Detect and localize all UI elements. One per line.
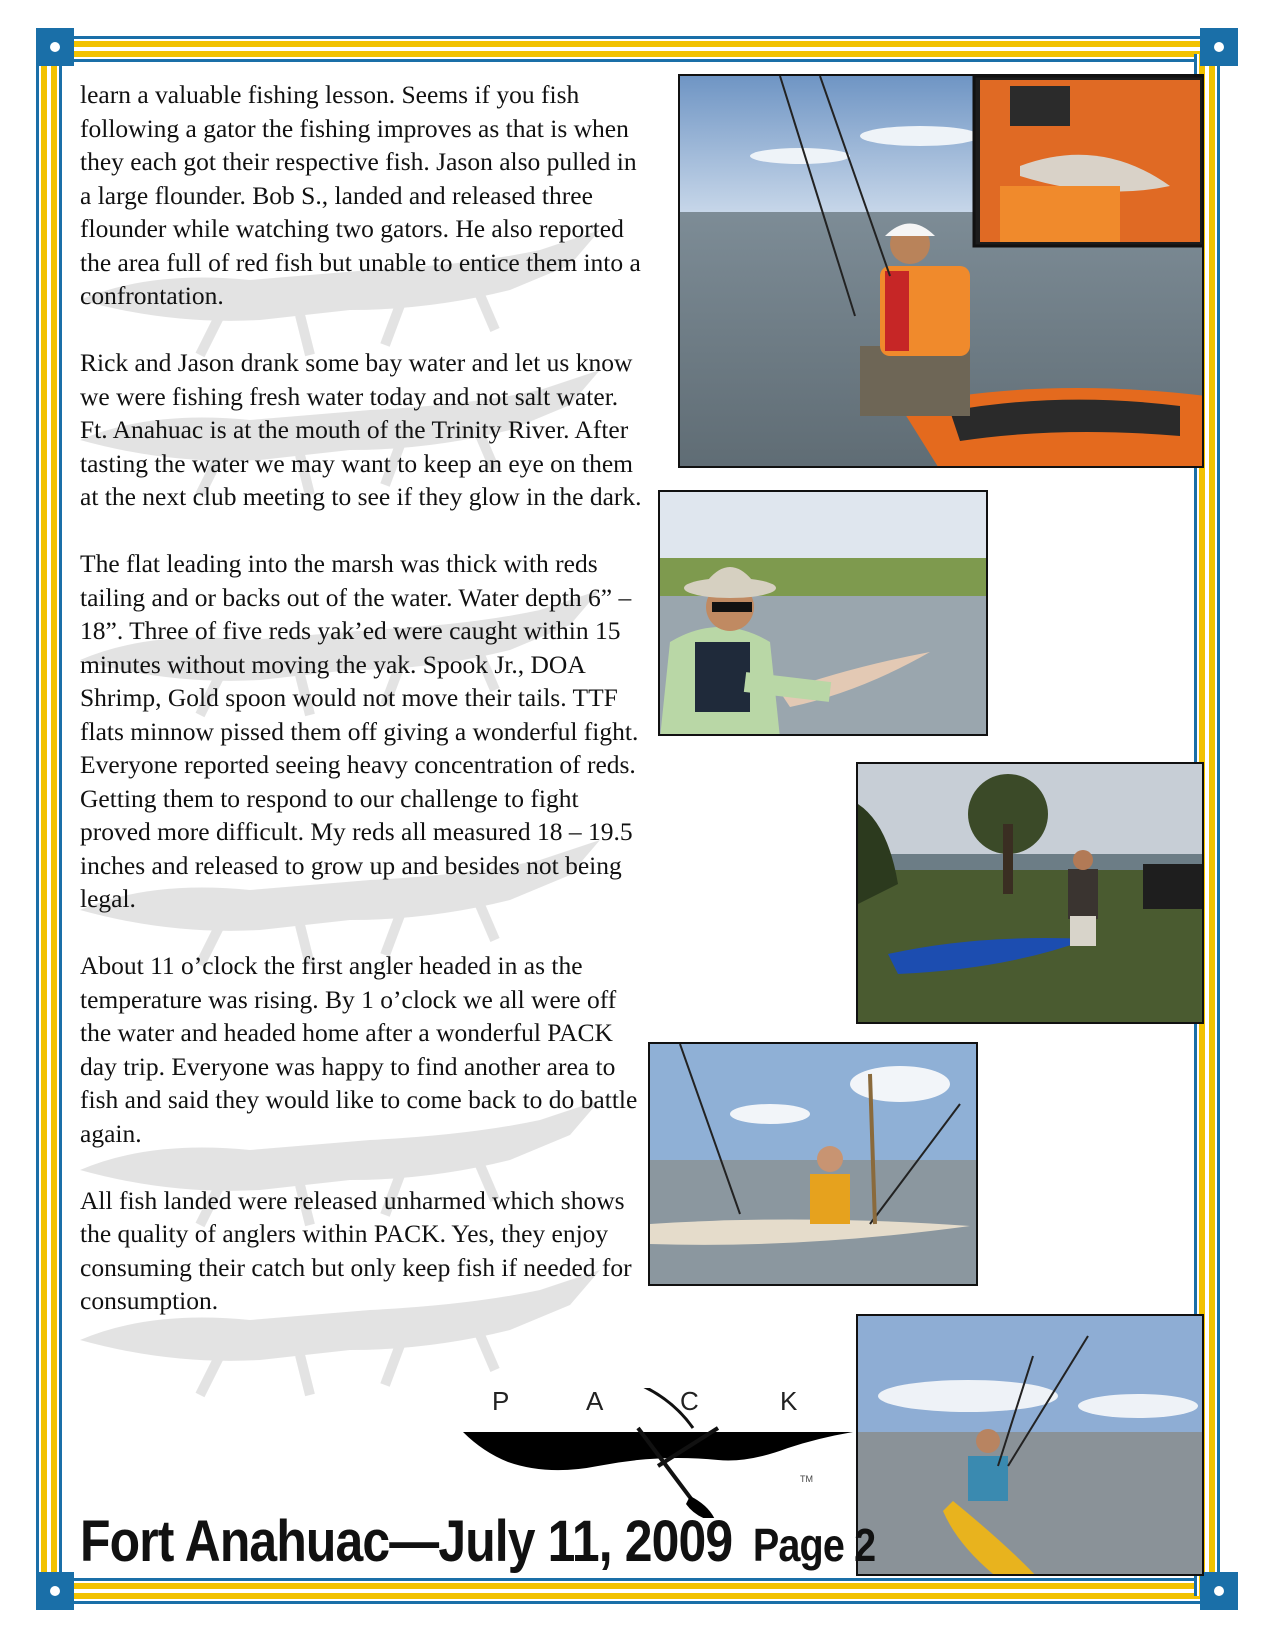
- border-left: [36, 54, 62, 1596]
- logo-letter: K: [780, 1386, 800, 1416]
- photo-angler-with-red: [658, 490, 988, 736]
- article-paragraph: learn a valuable fishing lesson. Seems if you fish following a gator the fishing improves as that is when they each got their respective fish. Jason also pulled in a large flounder. Bob S., landed and released three flounder while watching two gators. He also reported the area full of red fish but unable to entice them into a confrontation.: [80, 80, 641, 310]
- corner-ornament-bottom-left: [36, 1572, 74, 1610]
- trademark-symbol: TM: [800, 1474, 813, 1484]
- article-paragraph: All fish landed were released unharmed which shows the quality of anglers within PACK. Yes, they enjoy consuming their catch but only keep fish if needed for consumption.: [80, 1185, 632, 1315]
- logo-letter: A: [586, 1386, 606, 1416]
- border-top: [54, 36, 1220, 62]
- border-bottom: [54, 1578, 1220, 1604]
- logo-letter: P: [492, 1386, 512, 1416]
- corner-ornament-top-left: [36, 28, 74, 66]
- article-body: [80, 78, 650, 1351]
- photo-blue-kayak-shore: [856, 762, 1204, 1024]
- article-paragraph: The flat leading into the marsh was thick with reds tailing and or backs out of the water. Water depth 6” – 18”. Three of five reds yak’ed were caught within 15 minutes without moving the yak. Spook Jr., DOA Shrimp, Gold spoon would not move their tails. TTF flats minnow pissed them off giving a wonderful fight. Everyone reported seeing heavy concentration of reds. Getting them to respond to our challenge to fight proved more difficult. My reds all measured 18 – 19.5 inches and released to grow up and besides not being legal.: [80, 549, 639, 913]
- logo-letter: C: [680, 1386, 701, 1416]
- photo-kayaker-orange: [678, 74, 1204, 468]
- article-paragraph: About 11 o’clock the first angler headed in as the temperature was rising. By 1 o’clock we all were off the water and headed home after a wonderful PACK day trip. Everyone was happy to find another area to fish and said they would like to come back to do battle again.: [80, 951, 638, 1148]
- page-number: Page 2: [752, 1519, 876, 1571]
- corner-ornament-bottom-right: [1200, 1572, 1238, 1610]
- photo-tan-kayak-angler: [648, 1042, 978, 1286]
- corner-ornament-top-right: [1200, 28, 1238, 66]
- kayak-paddle-icon: [458, 1388, 854, 1518]
- page-title: [80, 1510, 875, 1577]
- pack-logo: [458, 1388, 854, 1518]
- issue-title: Fort Anahuac—July 11, 2009: [80, 1509, 733, 1574]
- article-paragraph: Rick and Jason drank some bay water and let us know we were fishing fresh water today and not salt water. Ft. Anahuac is at the mouth of the Trinity River. After tasting the water we may want to keep an eye on them at the next club meeting to see if they glow in the dark.: [80, 348, 642, 511]
- photo-yellow-kayak-angler: [856, 1314, 1204, 1576]
